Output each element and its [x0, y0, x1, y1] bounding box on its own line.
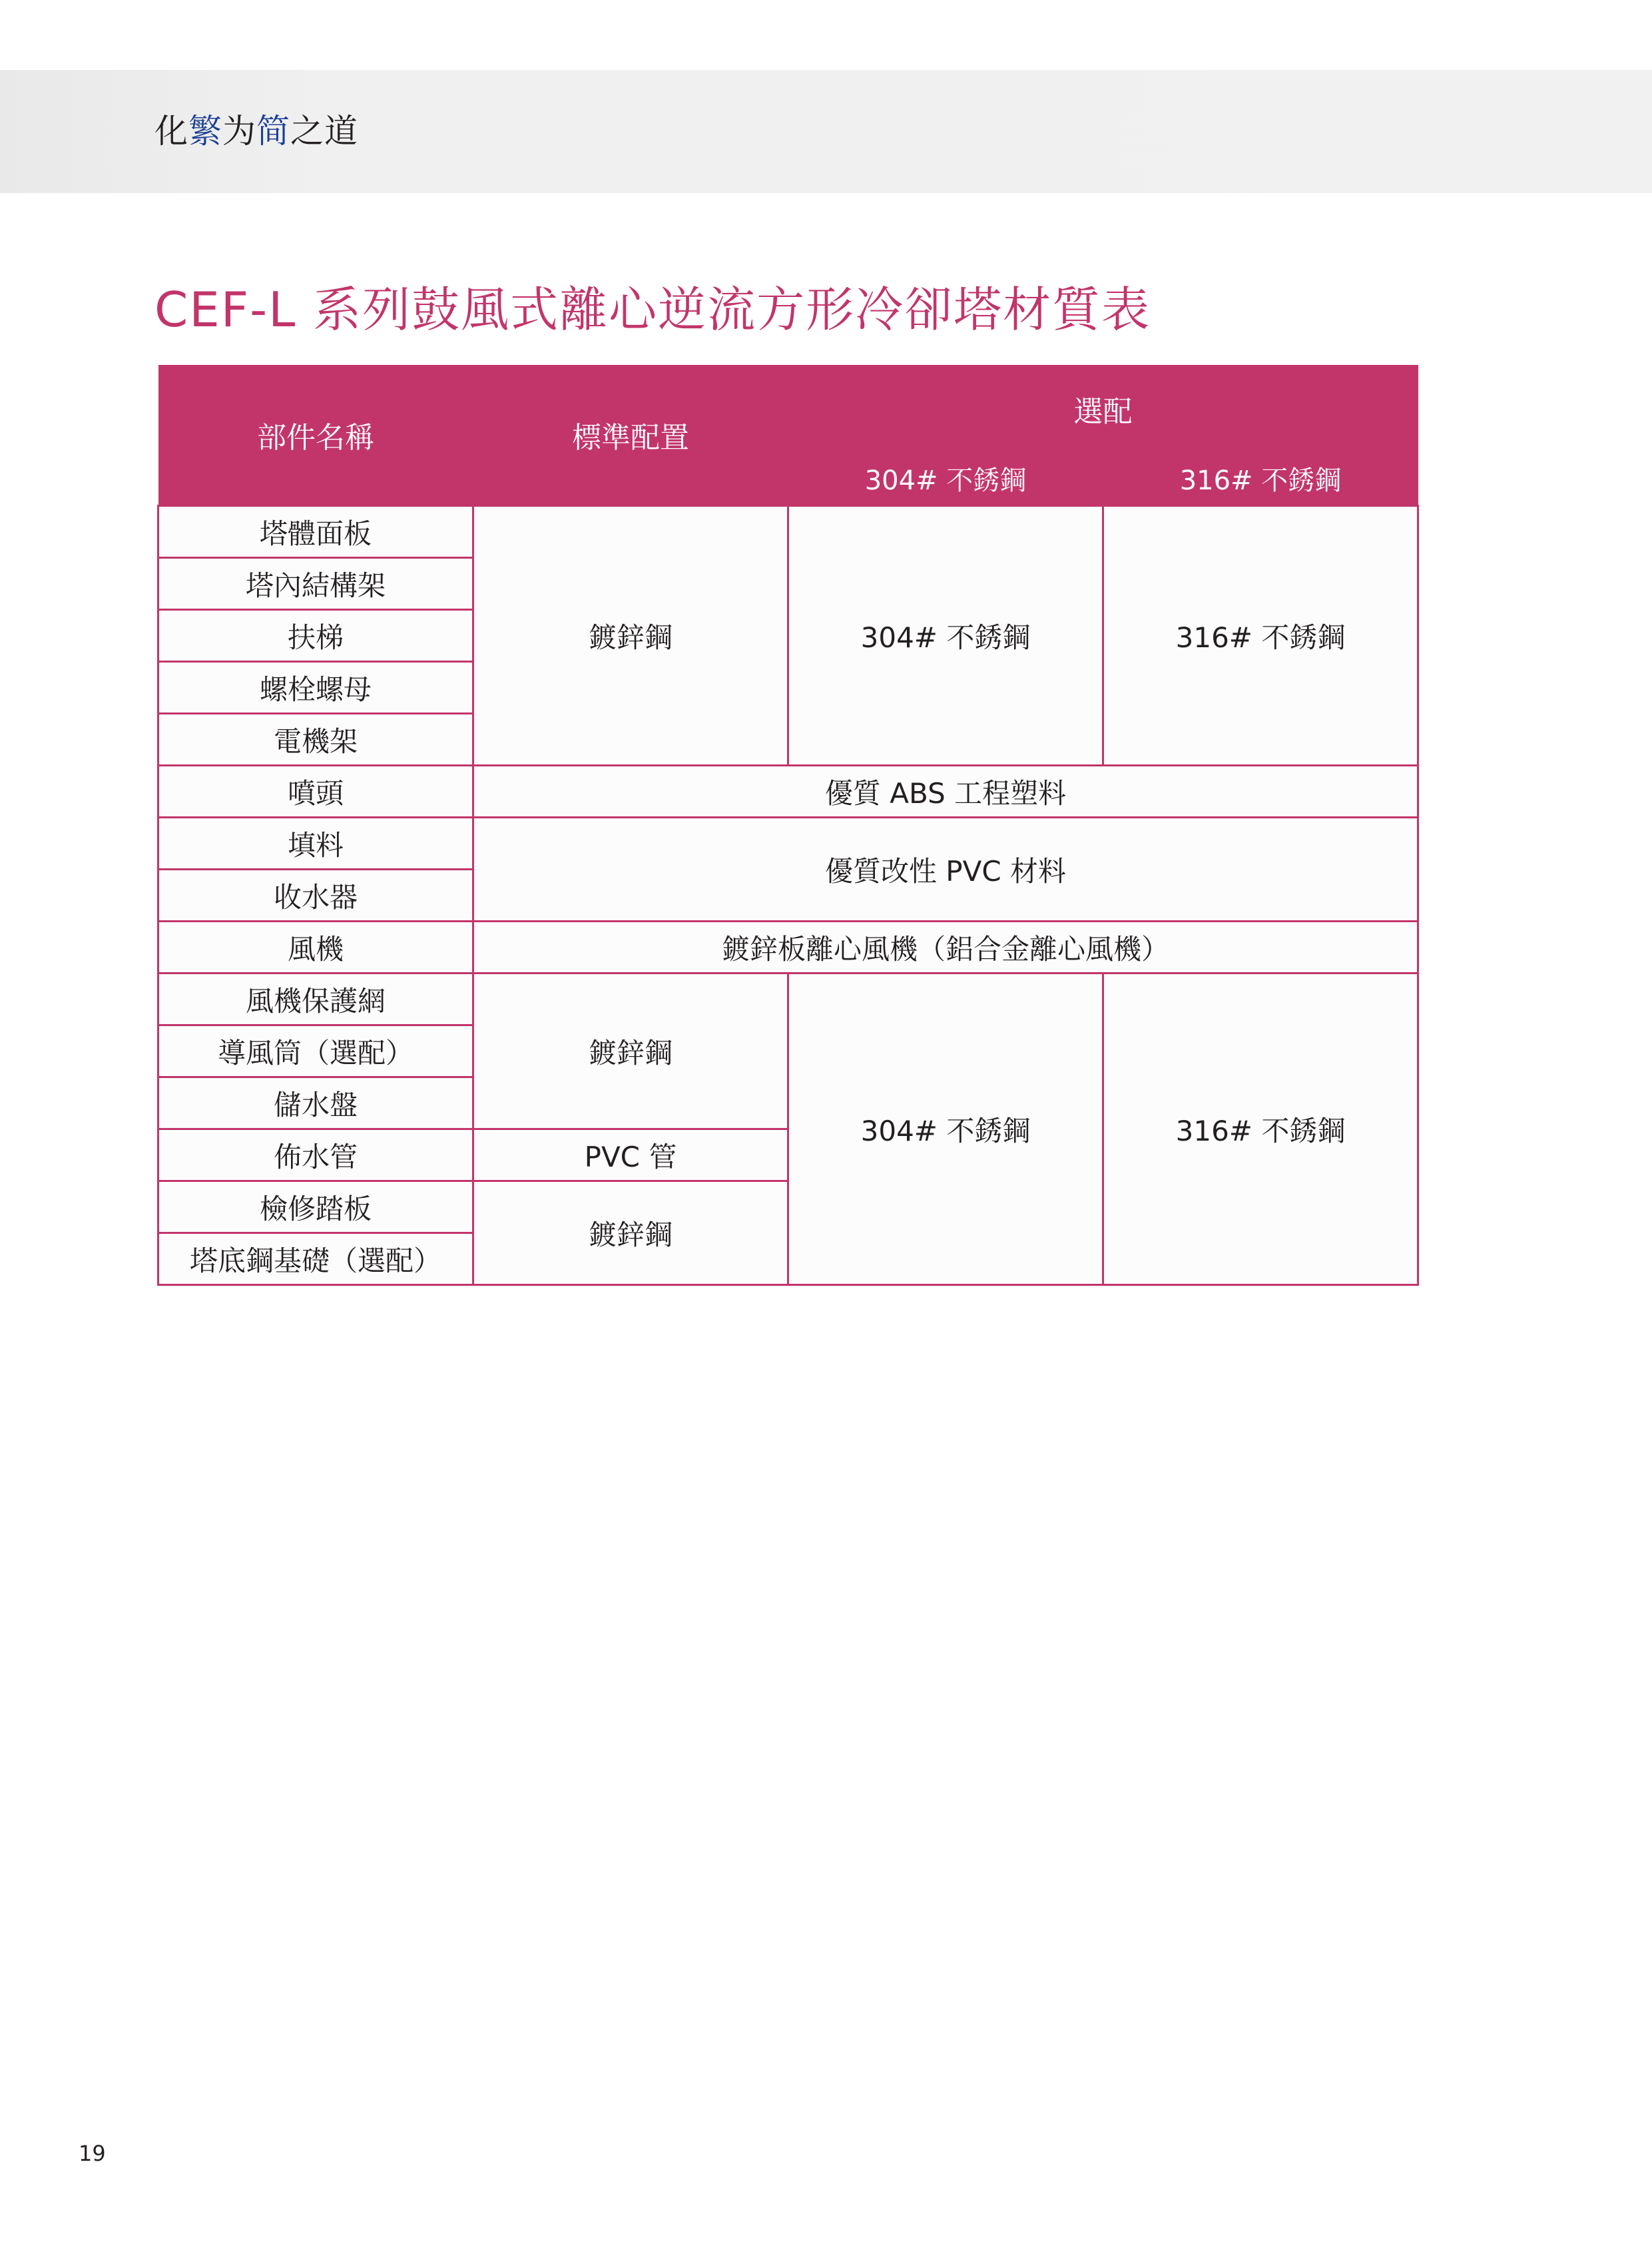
slogan-part-5: 之道 [290, 112, 358, 150]
part-cell: 填料 [158, 818, 473, 870]
slogan-part-4: 简 [256, 112, 290, 150]
standard-cell: 鍍鋅鋼 [473, 506, 788, 766]
header-part-name: 部件名稱 [158, 365, 473, 506]
slogan-part-2: 繁 [188, 112, 222, 150]
part-cell: 噴頭 [158, 766, 473, 818]
part-cell: 導風筒（選配） [158, 1025, 473, 1077]
opt-316-cell: 316# 不銹鋼 [1103, 974, 1418, 1285]
header-slogan [154, 108, 358, 154]
part-cell: 儲水盤 [158, 1077, 473, 1129]
page-number: 19 [79, 2141, 106, 2166]
header-standard: 標準配置 [473, 365, 788, 506]
header-optional: 選配 [788, 365, 1418, 452]
opt-316-cell: 316# 不銹鋼 [1103, 506, 1418, 766]
part-cell: 電機架 [158, 714, 473, 766]
part-cell: 塔底鋼基礎（選配） [158, 1233, 473, 1285]
part-cell: 風機保護網 [158, 974, 473, 1025]
fill-material-cell: 優質改性 PVC 材料 [473, 818, 1418, 922]
part-cell: 佈水管 [158, 1129, 473, 1181]
page-title: CEF-L 系列鼓風式離心逆流方形冷卻塔材質表 [154, 282, 1151, 338]
slogan-part-3: 为 [222, 112, 256, 150]
fan-material-cell: 鍍鋅板離心風機（鋁合金離心風機） [473, 922, 1418, 974]
materials-table [157, 365, 1419, 1286]
standard-cell: PVC 管 [473, 1129, 788, 1181]
part-cell: 扶梯 [158, 610, 473, 662]
part-cell: 風機 [158, 922, 473, 974]
table-row [158, 922, 1418, 974]
table-row [158, 766, 1418, 818]
table-row [158, 818, 1418, 870]
opt-304-cell: 304# 不銹鋼 [788, 974, 1103, 1285]
slogan-part-1: 化 [154, 112, 188, 150]
header-opt-304: 304# 不銹鋼 [788, 452, 1103, 505]
part-cell: 塔內結構架 [158, 558, 473, 610]
table-row [158, 974, 1418, 1025]
part-cell: 檢修踏板 [158, 1181, 473, 1233]
part-cell: 塔體面板 [158, 506, 473, 558]
part-cell: 螺栓螺母 [158, 662, 473, 714]
nozzle-material-cell: 優質 ABS 工程塑料 [473, 766, 1418, 818]
table-header-row [158, 365, 1418, 452]
table-row [158, 506, 1418, 558]
header-opt-316: 316# 不銹鋼 [1103, 452, 1418, 505]
part-cell: 收水器 [158, 870, 473, 922]
standard-cell: 鍍鋅鋼 [473, 974, 788, 1129]
opt-304-cell: 304# 不銹鋼 [788, 506, 1103, 766]
standard-cell: 鍍鋅鋼 [473, 1181, 788, 1285]
